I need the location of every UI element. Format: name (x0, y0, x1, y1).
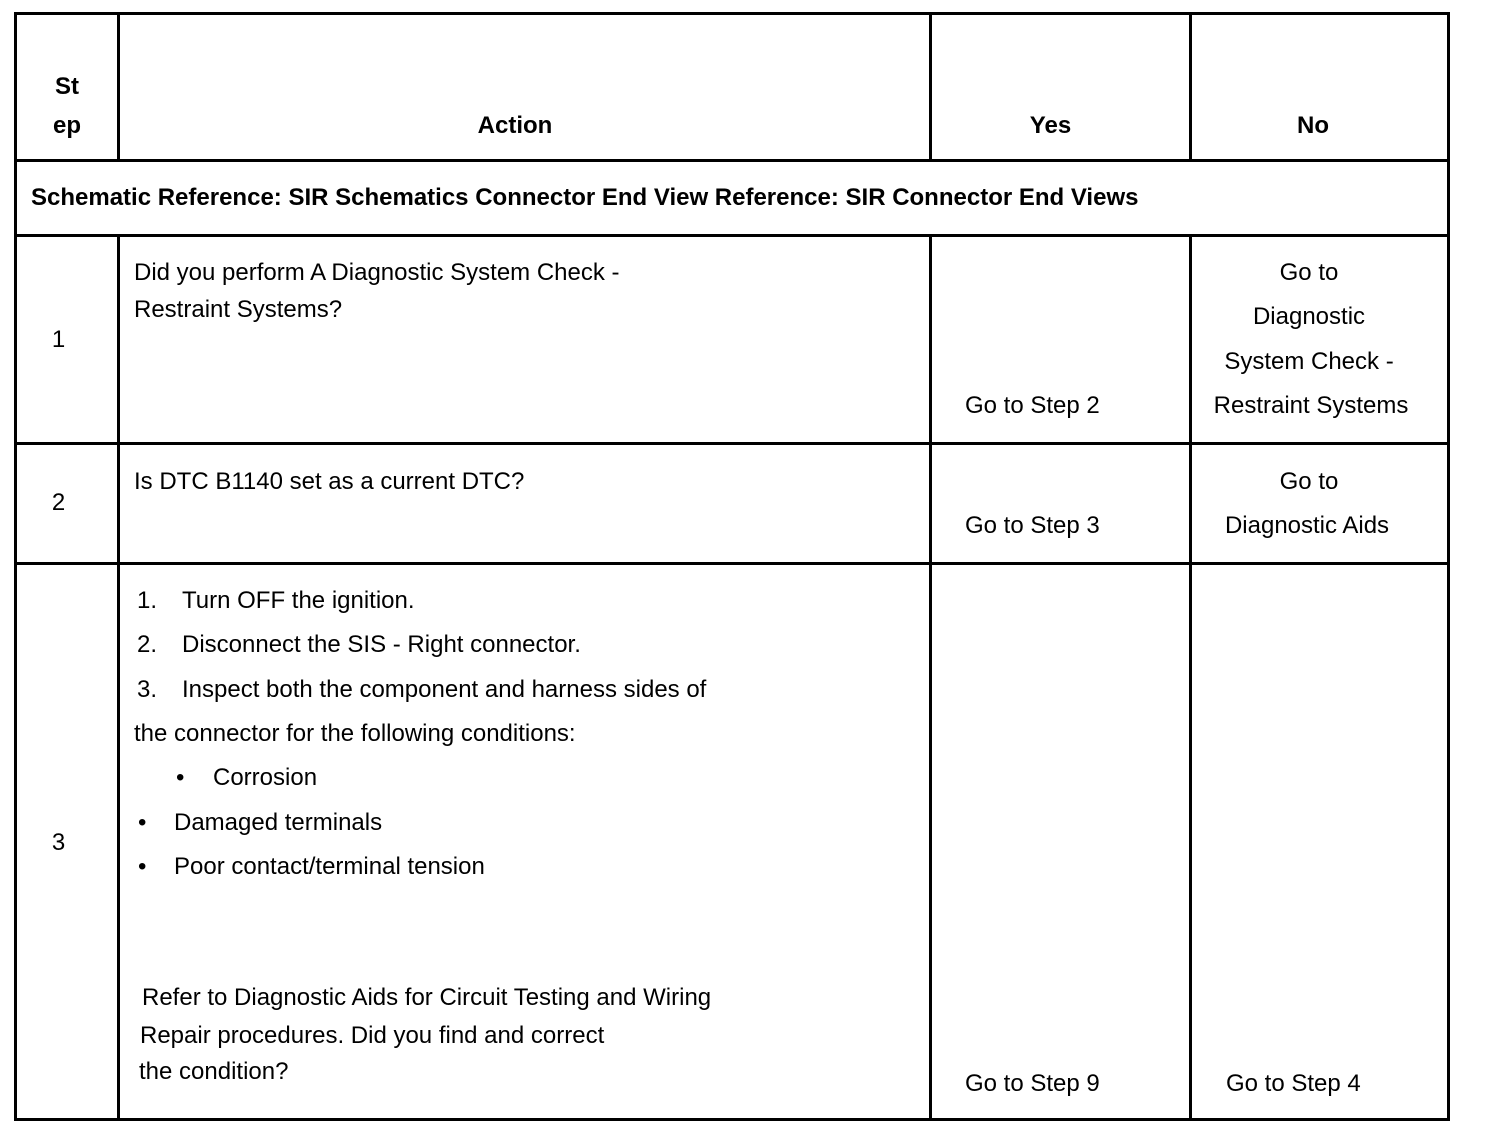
bullet-marker: • (138, 853, 147, 880)
action-text: Is DTC B1140 set as a current DTC? (134, 468, 525, 495)
row2-divider (17, 562, 1447, 565)
no-outcome: Diagnostic Aids (1224, 512, 1390, 539)
header-step-line2: ep (52, 112, 81, 139)
continuation-text: the connector for the following conditions: (134, 720, 576, 747)
header-step-line1: St (55, 73, 79, 100)
action-text: Did you perform A Diagnostic System Check - (134, 259, 620, 286)
numbered-item-marker: 3. (137, 676, 158, 703)
reference-divider (17, 234, 1447, 237)
header-action: Action (477, 112, 553, 139)
no-outcome: Go to (1279, 259, 1339, 286)
closing-text: Repair procedures. Did you find and correct (140, 1022, 605, 1049)
yes-outcome: Go to Step 3 (965, 512, 1100, 539)
closing-text: Refer to Diagnostic Aids for Circuit Testing and Wiring (142, 984, 712, 1011)
bullet-text: Corrosion (213, 764, 318, 791)
header-yes: Yes (1029, 112, 1072, 139)
step-number: 2 (51, 489, 66, 516)
column-divider-action (929, 234, 932, 1118)
step-number: 3 (51, 829, 66, 856)
numbered-item-text: Disconnect the SIS - Right connector. (182, 631, 581, 658)
yes-outcome: Go to Step 2 (965, 392, 1100, 419)
reference-text: Schematic Reference: SIR Schematics Connector End View Reference: SIR Connector End Views (31, 184, 1139, 211)
step-number: 1 (51, 326, 66, 353)
action-text: Restraint Systems? (134, 296, 343, 323)
row1-divider (17, 442, 1447, 445)
header-divider (17, 159, 1447, 162)
no-outcome: Restraint Systems (1213, 392, 1409, 419)
numbered-item-marker: 2. (137, 631, 158, 658)
no-outcome: Go to (1279, 468, 1339, 495)
column-divider-step (117, 234, 120, 1118)
numbered-item-text: Turn OFF the ignition. (182, 587, 415, 614)
no-outcome: Diagnostic (1252, 303, 1366, 330)
closing-text: the condition? (139, 1058, 289, 1085)
header-no: No (1297, 112, 1329, 139)
bullet-text: Poor contact/terminal tension (174, 853, 485, 880)
diagnostic-table (14, 12, 1450, 1121)
numbered-item-marker: 1. (137, 587, 158, 614)
no-outcome: System Check - (1224, 348, 1394, 375)
numbered-item-text: Inspect both the component and harness sides of (182, 676, 707, 703)
no-outcome: Go to Step 4 (1226, 1070, 1361, 1097)
bullet-text: Damaged terminals (174, 809, 383, 836)
bullet-marker: • (176, 764, 185, 791)
bullet-marker: • (138, 809, 147, 836)
yes-outcome: Go to Step 9 (965, 1070, 1100, 1097)
